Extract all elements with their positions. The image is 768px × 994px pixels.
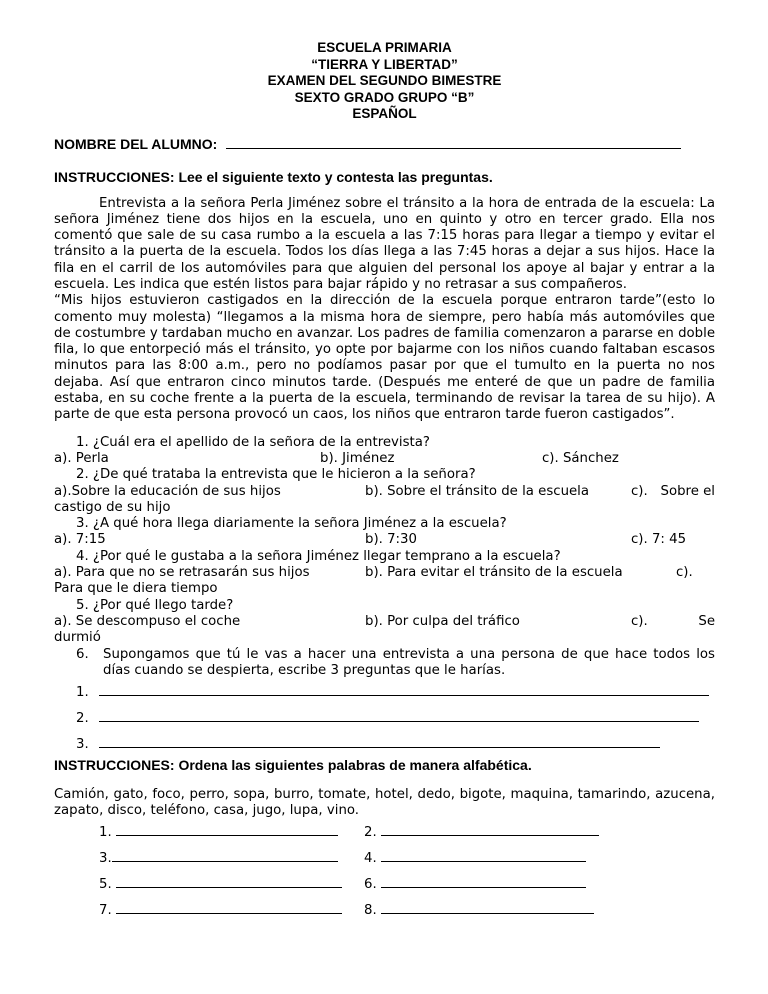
question-5-options [54,614,715,630]
question-3-options [54,532,715,548]
order-number: 4. [364,850,377,866]
order-row [54,848,715,867]
question-2: 2. ¿De qué trataba la entrevista que le hicieron a la señora? [76,467,476,483]
student-name-row [54,135,715,154]
order-number: 5. [99,876,112,892]
order-number: 2. [364,824,377,840]
option-c-continuation: Para que le diera tiempo [54,581,218,597]
order-item [54,874,364,893]
order-item [54,900,364,919]
exam-header [54,40,715,123]
order-item [54,822,364,841]
option-c[interactable] [631,614,715,630]
option-a[interactable]: a).Sobre la educación de sus hijos [54,483,281,499]
option-c[interactable]: c). 7: 45 [631,532,687,548]
option-b[interactable]: b). Sobre el tránsito de la escuela [365,483,590,499]
header-line-exam: EXAMEN DEL SEGUNDO BIMESTRE [267,73,502,88]
header-line-grade: SEXTO GRADO GRUPO “B” [294,89,475,105]
order-number: 6. [364,876,377,892]
order-number: 3. [99,850,112,866]
order-blank[interactable] [381,822,599,836]
answer-blank-number: 1. [76,685,89,701]
option-c-letter: c). [631,613,648,629]
question-2-options [54,484,715,500]
option-a[interactable]: a). Perla [54,450,109,466]
order-blank[interactable] [381,874,586,888]
option-b[interactable]: b). Por culpa del tráfico [365,613,520,629]
order-blank[interactable] [381,900,594,914]
student-name-field[interactable] [226,135,681,149]
instructions-reading: INSTRUCCIONES: Lee el siguiente texto y contesta las preguntas. [54,168,493,185]
header-line-subject: ESPAÑOL [352,106,417,121]
order-number: 7. [99,902,112,918]
answer-blanks [54,682,715,753]
answer-blank-row [76,708,715,727]
question-1-options [54,451,715,467]
answer-blank-row [76,682,715,701]
order-item [364,822,599,841]
order-number: 8. [364,902,377,918]
header-line-name: “TIERRA Y LIBERTAD” [311,56,458,72]
question-6-number: 6. [76,646,89,662]
order-row [54,900,715,919]
option-a[interactable]: a). Para que no se retrasarán sus hijos [54,565,310,581]
question-5: 5. ¿Por qué llego tarde? [76,597,234,613]
order-item [364,900,594,919]
order-number: 1. [99,824,112,840]
reading-paragraph-1: Entrevista a la señora Perla Jiménez sobre el tránsito a la hora de entrada de la escuela: La señora Jiménez tiene dos hijos en la escuela, uno en quinto y otro en tercer grado. Ella nos comentó que sale de su casa rumbo a la escuela a las 7:15 horas para llegar a tiempo y evitar el tránsito a la puerta de la escuela. Todos los días llega a las 7:45 horas a dejar a sus hijos. Hace la fila en el carril de los automóviles para que alguien del personal los apoye al bajar y entrar a la escuela. Les indica que estén listos para bajar rápido y no retrasar a sus compañeros. [54,195,715,292]
answer-blank-row [76,734,715,753]
option-a[interactable]: a). Se descompuso el coche [54,613,241,629]
answer-blank-number: 3. [76,737,89,753]
option-c-continuation: castigo de su hijo [54,499,171,515]
option-c-text: Sobre el [660,483,715,499]
option-b[interactable]: b). 7:30 [365,532,417,548]
word-list: Camión, gato, foco, perro, sopa, burro, tomate, hotel, dedo, bigote, maquina, tamarindo, azucena, zapato, disco, teléfono, casa, jugo, lupa, vino. [54,787,715,819]
option-a[interactable]: a). 7:15 [54,532,106,548]
order-row [54,822,715,841]
question-6 [54,647,715,680]
order-blank[interactable] [112,848,338,862]
alphabetical-order-blanks [54,822,715,919]
order-blank[interactable] [381,848,586,862]
instructions-alphabetical: INSTRUCCIONES: Ordena las siguientes palabras de manera alfabética. [54,757,532,774]
answer-blank-number: 2. [76,711,89,727]
question-6-text: Supongamos que tú le vas a hacer una entrevista a una persona de que hace todos los días cuando se despierta, escribe 3 preguntas que le harías. [103,646,715,678]
question-3: 3. ¿A qué hora llega diariamente la señora Jiménez a la escuela? [76,516,507,532]
order-item [364,874,586,893]
question-4: 4. ¿Por qué le gustaba a la señora Jiménez llegar temprano a la escuela? [76,548,561,564]
student-name-label: NOMBRE DEL ALUMNO: [54,135,218,152]
answer-blank-line[interactable] [99,682,709,696]
option-c-text: Se [698,613,715,629]
option-b[interactable]: b). Para evitar el tránsito de la escuela [365,565,623,581]
option-c-continuation: durmió [54,630,101,646]
option-b[interactable]: b). Jiménez [320,450,395,466]
questions-section [54,435,715,753]
option-c[interactable]: c). [676,565,693,581]
header-line-school: ESCUELA PRIMARIA [317,40,452,55]
option-c[interactable]: c). Sánchez [542,450,619,466]
order-item [54,848,364,867]
option-c-letter: c). [631,483,648,499]
reading-paragraph-2: “Mis hijos estuvieron castigados en la dirección de la escuela porque entraron tarde”(esto lo comento muy molesta) “llegamos a la misma hora de siempre, pero había más automóviles que de costumbre y tardaban mucho en avanzar. Los padres de familia comenzaron a pararse en doble fila, lo que entorpeció más el tránsito, yo opte por bajarme con los niños cuando faltaban escasos minutos para las 8:00 a.m., pero no podíamos pasar por que el tumulto en la puerta no nos dejaba. Así que entraron cinco minutos tarde. (Después me enteré de que un padre de familia estaba, en su coche frente a la puerta de la escuela, terminando de revisar la tarea de su hijo). A parte de que esta persona provocó un caos, los niños que entraron tarde fueron castigados”. [54,293,715,423]
answer-blank-line[interactable] [99,708,699,722]
order-blank[interactable] [116,874,342,888]
exam-page [54,40,715,919]
question-1: 1. ¿Cuál era el apellido de la señora de la entrevista? [76,434,430,450]
question-4-options [54,565,715,581]
order-item [364,848,586,867]
option-c[interactable] [631,484,715,500]
order-row [54,874,715,893]
answer-blank-line[interactable] [99,734,660,748]
order-blank[interactable] [116,900,342,914]
order-blank[interactable] [116,822,338,836]
